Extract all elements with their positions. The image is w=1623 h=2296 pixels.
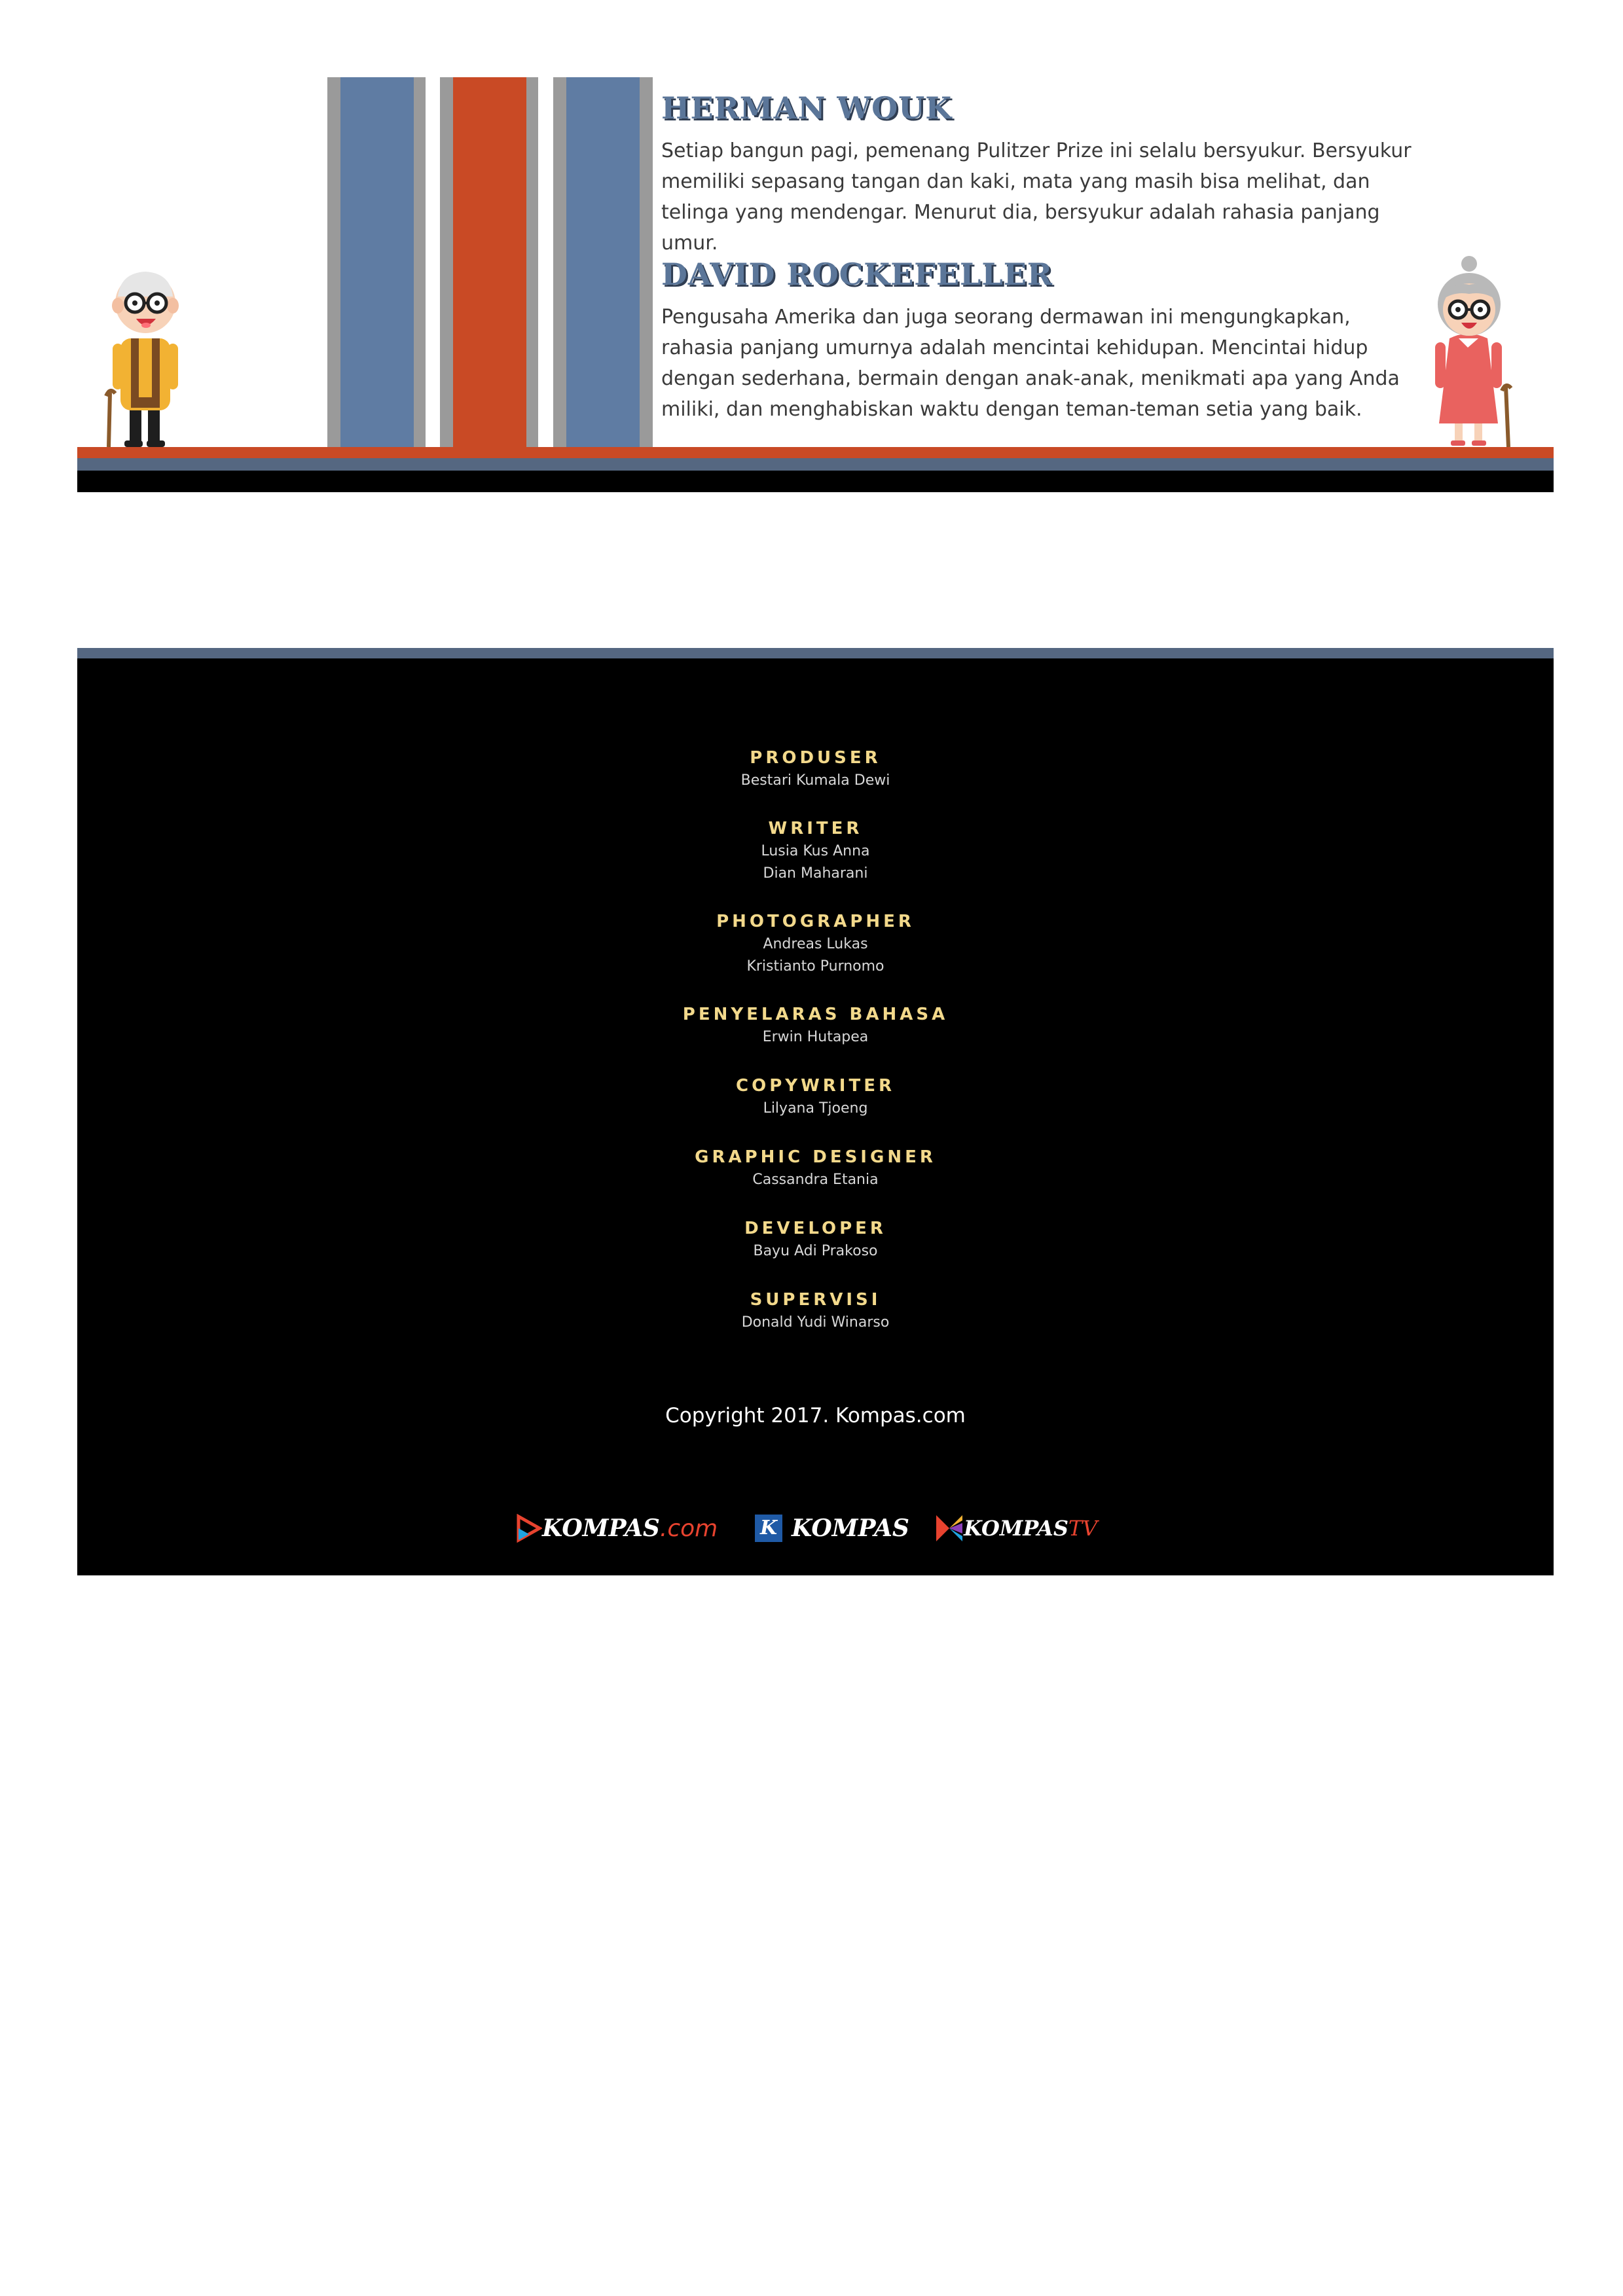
credit-produser — [77, 746, 1554, 792]
kompas-badge-icon: K — [755, 1515, 782, 1542]
credit-role: COPYWRITER — [736, 1076, 895, 1096]
credit-person: Lilyana Tjoeng — [763, 1100, 868, 1117]
credit-person: Erwin Hutapea — [762, 1029, 869, 1045]
shelf-stripe — [77, 458, 1554, 471]
book-spine — [440, 77, 453, 447]
credits-footer — [77, 648, 1554, 1575]
credit-role: WRITER — [768, 819, 863, 838]
book-spine — [526, 77, 538, 447]
credit-person: Bayu Adi Prakoso — [753, 1243, 878, 1259]
kompas-com-logo[interactable] — [516, 1512, 718, 1545]
play-triangle-icon — [516, 1514, 542, 1543]
credit-supervisi — [77, 1288, 1554, 1334]
credit-person: Cassandra Etania — [752, 1172, 879, 1188]
credit-developer — [77, 1217, 1554, 1263]
book-spine — [340, 77, 414, 447]
credit-graphic-designer — [77, 1145, 1554, 1191]
credit-person: Bestari Kumala Dewi — [740, 772, 890, 789]
credit-photographer — [77, 910, 1554, 978]
credit-person: Dian Maharani — [763, 865, 868, 882]
profile-name: HERMAN WOUK — [661, 90, 953, 126]
credit-person: Andreas Lukas — [763, 936, 868, 952]
credit-role: PHOTOGRAPHER — [716, 912, 915, 931]
credit-copywriter — [77, 1074, 1554, 1120]
book-spine — [327, 77, 340, 447]
profile-name: DAVID ROCKEFELLER — [661, 257, 1053, 292]
credit-writer — [77, 817, 1554, 885]
kompas-com-wordmark: KOMPAS — [542, 1515, 660, 1542]
profile-description: Setiap bangun pagi, pemenang Pulitzer Prize ini selalu bersyukur. Bersyukur memiliki sepasang tangan dan kaki, mata yang masih bisa melihat, dan telinga yang mendengar. Menurut dia, bersyukur adalah rahasia panjang umur. — [661, 139, 1412, 255]
book-spine — [553, 77, 566, 447]
copyright-text: Copyright 2017. Kompas.com — [665, 1404, 966, 1427]
kompas-wordmark: KOMPAS — [792, 1515, 909, 1542]
old-man-icon — [98, 259, 196, 448]
kompas-tv-logo[interactable] — [935, 1512, 1097, 1545]
credit-person: Donald Yudi Winarso — [741, 1314, 890, 1331]
profile-description: Pengusaha Amerika dan juga seorang dermawan ini mengungkapkan, rahasia panjang umurnya adalah mencintai kehidupan. Mencintai hidup dengan sederhana, bermain dengan anak-anak, menikmati apa yang Anda miliki, dan menghabiskan waktu dengan teman-teman setia yang baik. — [661, 306, 1400, 421]
kompas-tv-mark-icon — [935, 1514, 964, 1543]
credit-role: SUPERVISI — [750, 1290, 881, 1310]
credit-role: GRAPHIC DESIGNER — [695, 1147, 936, 1167]
credit-role: PENYELARAS BAHASA — [682, 1005, 949, 1024]
kompas-tv-suffix: TV — [1068, 1516, 1098, 1541]
book-spine — [414, 77, 426, 447]
credit-role: PRODUSER — [750, 748, 881, 768]
credit-penyelaras-bahasa — [77, 1003, 1554, 1049]
shelf-stripe — [77, 471, 1554, 492]
kompas-com-suffix: .com — [659, 1515, 718, 1542]
book-spine — [566, 77, 640, 447]
book-spine — [453, 77, 526, 447]
footer-top-stripe — [77, 648, 1554, 658]
book-spine — [640, 77, 653, 447]
kompas-tv-wordmark: KOMPAS — [964, 1516, 1068, 1541]
credit-role: DEVELOPER — [744, 1219, 886, 1238]
old-woman-icon — [1421, 252, 1519, 448]
credit-person: Kristianto Purnomo — [746, 958, 884, 975]
credit-person: Lusia Kus Anna — [761, 843, 870, 859]
shelf-stripe — [77, 447, 1554, 458]
kompas-logo[interactable] — [755, 1512, 909, 1545]
